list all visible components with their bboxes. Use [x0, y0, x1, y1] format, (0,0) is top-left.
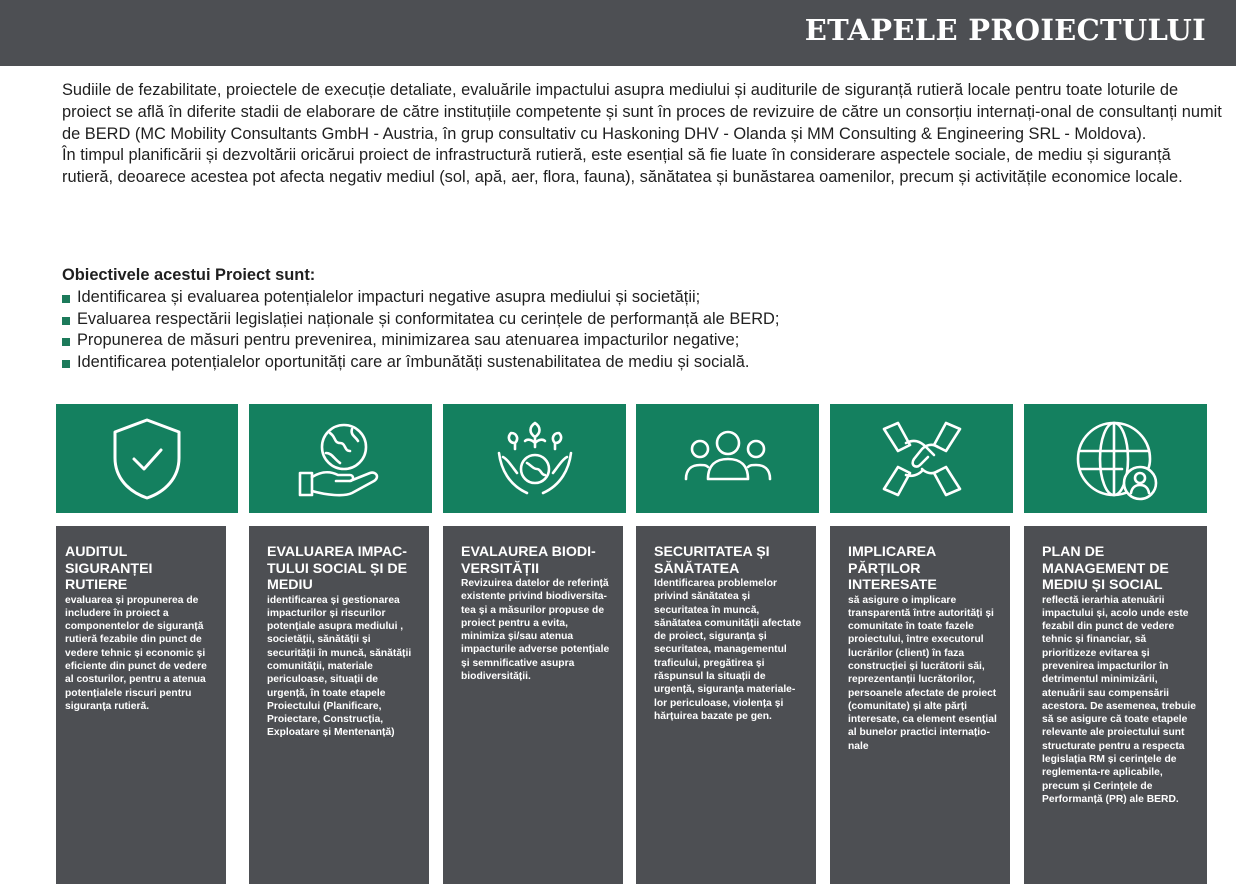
column-title: IMPLICAREA PĂRȚILOR INTERESATE: [848, 544, 937, 593]
column-title: EVALAUREA BIODI-VERSITĂȚII: [461, 544, 596, 577]
column-card: [1024, 526, 1207, 884]
objectives-section: [62, 265, 1222, 374]
column-description: să asigure o implicare transparentă între autorități și comunitate în toate fazele proiectului, între executorul lucrărilor (client) în faza construcției și lucrătorii săi, reprezentanții lucrătorilor, persoanele afectate de proiect (comunitate) și alte părți interesate, ca element esențial al bunelor practici internațio-nale: [848, 594, 997, 752]
column-icon-panel: [830, 404, 1013, 513]
column-card: [56, 526, 226, 884]
column-title: AUDITUL SIGURANȚEI RUTIERE: [65, 544, 153, 593]
list-item: Propunerea de măsuri pentru prevenirea, minimizarea sau atenuarea impacturilor negative;: [62, 330, 1222, 352]
column-card: [443, 526, 623, 884]
intro-paragraph-1: Sudiile de fezabilitate, proiectele de execuție detaliate, evaluările impactului asupra mediului și auditurile de siguranță rutieră locale pentru toate loturile de proiect se află în diferite stadii de elaborare de către instituțiile competente și sunt în proces de revizuire de către un consorțiu internați-onal de consultanți numit de BERD (MC Mobility Consultants GmbH - Austria, în grup consultativ cu Haskoning DHV - Olanda și MM Consulting & Engineering SRL - Moldova).: [62, 81, 1222, 143]
list-item: Evaluarea respectării legislației naționale și conformitatea cu cerințele de performanță ale BERD;: [62, 309, 1222, 331]
column-description: evaluarea și propunerea de includere în proiect a componentelor de siguranță rutieră fezabile din punct de vedere tehnic și economic și eficiente din punct de vedere al costurilor, pentru a atenua potențialele riscuri pentru siguranța rutieră.: [65, 594, 207, 712]
objectives-title: Obiectivele acestui Proiect sunt:: [62, 266, 316, 284]
people-group-icon: [682, 427, 774, 491]
column-title: SECURITATEA ȘI SĂNĂTATEA: [654, 544, 770, 577]
list-item: Identificarea și evaluarea potențialelor impacturi negative asupra mediului și societății;: [62, 287, 1222, 309]
column-description: identificarea și gestionarea impacturilor și riscurilor potențiale asupra mediului , societății, sănătății și securității în muncă, sănătății comunității, materiale periculoase, situații de urgență, în toate etapele Proiectului (Planificare, Proiectare, Construcția, Exploatare și Mentenanță): [267, 594, 412, 739]
column-card: [830, 526, 1010, 884]
objectives-list: [62, 287, 1222, 374]
column-card: [636, 526, 816, 884]
page-header: [0, 0, 1236, 66]
globe-person-icon: [1074, 417, 1158, 501]
shield-check-icon: [107, 416, 187, 502]
hand-globe-icon: [296, 419, 386, 499]
hands-together-icon: [876, 419, 968, 499]
column-icon-panel: [636, 404, 819, 513]
column-icon-panel: [249, 404, 432, 513]
column-card: [249, 526, 429, 884]
column-icon-panel: [56, 404, 238, 513]
biodiversity-icon: [493, 419, 577, 499]
intro-section: [62, 80, 1222, 189]
page-title: ETAPELE PROIECTULUI: [804, 13, 1206, 47]
column-description: Revizuirea datelor de referință existente privind biodiversita-tea și a măsurilor propuse de proiect pentru a evita, minimiza și/sau atenua impacturile adverse potențiale și semnificative asupra biodiversității.: [461, 578, 610, 683]
column-title: EVALUAREA IMPAC-TULUI SOCIAL ȘI DE MEDIU: [267, 544, 408, 593]
column-title: PLAN DE MANAGEMENT DE MEDIU ȘI SOCIAL: [1042, 544, 1169, 593]
column-icon-panel: [1024, 404, 1207, 513]
column-icon-panel: [443, 404, 626, 513]
intro-paragraph-2: În timpul planificării și dezvoltării oricărui proiect de infrastructură rutieră, este esențial să fie luate în considerare aspectele sociale, de mediu și siguranță rutieră, deoarece acestea pot afecta negativ mediul (sol, apă, aer, flora, fauna), sănătatea și bunăstarea oamenilor, precum și activitățile economice locale.: [62, 146, 1183, 187]
column-description: Identificarea problemelor privind sănătatea și securitatea în muncă, sănătatea comunității afectate de proiect, siguranța și securitatea, managementul traficului, pregătirea și răspunsul la situații de urgență, siguranța materiale-lor periculoase, violența și hărțuirea bazate pe gen.: [654, 578, 802, 722]
column-description: reflectă ierarhia atenuării impactului și, acolo unde este fezabil din punct de vedere tehnic și financiar, să prioritizeze evitarea și prevenirea impacturilor în detrimentul minimizării, atenuării sau compensării acestora. De asemenea, trebuie să se asigure că toate etapele relevante ale proiectului sunt structurate pentru a respecta legislația RM și cerințele de reglementa-re aplicabile, precum și Cerințele de Performanță (PR) ale BERD.: [1042, 594, 1196, 805]
list-item: Identificarea potențialelor oportunități care ar îmbunătăți sustenabilitatea de mediu și socială.: [62, 352, 1222, 374]
